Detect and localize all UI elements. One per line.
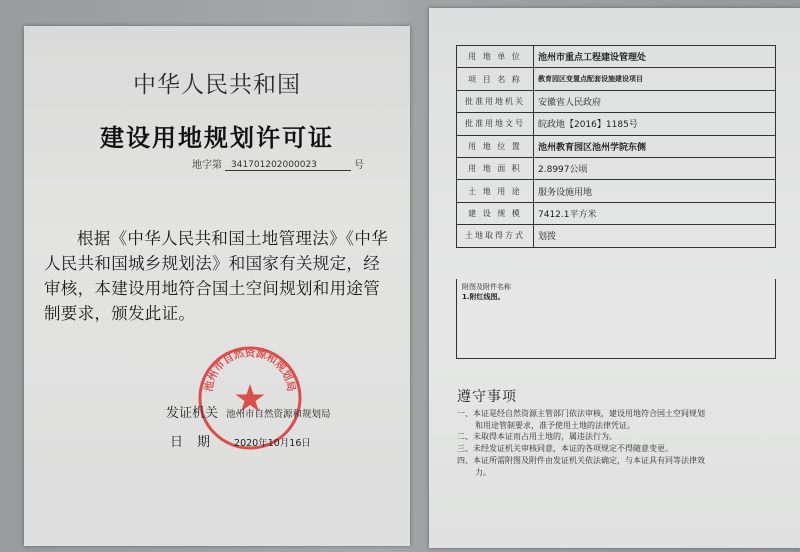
permit-number-line	[192, 156, 364, 171]
row-value: 教育园区变置点配套设施建设项目	[534, 68, 776, 90]
row-value: 服务设施用地	[534, 180, 776, 202]
date-label-2: 期	[197, 435, 211, 450]
country-name: 中华人民共和国	[133, 72, 301, 98]
rules-title: 遵守事项	[457, 389, 517, 405]
row-label: 项 目 名 称	[457, 68, 534, 90]
attachment-item: 1.附红线图。	[462, 293, 505, 301]
rule-line: 二、未取得本证而占用土地的，属违法行为。	[457, 432, 617, 442]
issuer-label: 发证机关	[166, 406, 219, 421]
table-row	[457, 68, 776, 90]
table-row	[457, 90, 776, 112]
row-value: 划拨	[534, 225, 776, 247]
row-value: 2.8997公顷	[534, 157, 776, 179]
rule-line: 三、未经发证机关审核同意，本证的各项规定不得随意变更。	[457, 444, 673, 454]
row-label: 用 地 单 位	[457, 46, 534, 68]
issue-date-value: 2020年10月16日	[234, 438, 311, 449]
table-row	[457, 202, 776, 224]
row-label: 批准用地机关	[457, 90, 534, 112]
row-value: 皖政地【2016】1185号	[534, 113, 776, 135]
rule-line: 和用途管制要求，准予使用土地的法律凭证。	[475, 420, 635, 430]
table-row	[457, 135, 776, 157]
table-row	[457, 46, 776, 68]
row-value: 7412.1平方米	[534, 202, 776, 224]
permit-title: 建设用地规划许可证	[100, 124, 334, 152]
rules-list	[457, 408, 777, 478]
issuer-line	[166, 402, 331, 421]
row-label: 批准用地文号	[457, 113, 534, 135]
table-row	[457, 157, 776, 179]
table-row	[457, 225, 776, 247]
permit-cover-page	[24, 26, 410, 546]
rule-line: 一、本证是经自然资源主管部门依法审核，建设用地符合国土空间规划	[457, 409, 705, 418]
attachments-label: 附图及附件名称	[462, 283, 511, 291]
table-row	[457, 180, 776, 202]
number-prefix: 地字第	[192, 160, 222, 171]
row-value: 池州市重点工程建设管理处	[534, 46, 776, 68]
issuer-value: 池州市自然资源和规划局	[226, 409, 331, 420]
row-label: 用 地 位 置	[457, 135, 534, 157]
issue-date-line	[170, 431, 311, 450]
row-label: 土地取得方式	[457, 225, 534, 247]
row-label: 建 设 规 模	[457, 202, 534, 224]
rule-line: 四、本证所需附图及附件由发证机关依法确定，与本证具有同等法律效	[457, 455, 705, 465]
permit-number: 341701202000023	[225, 160, 351, 171]
row-value: 池州教育园区池州学院东侧	[534, 135, 776, 157]
land-info-table	[456, 45, 776, 248]
permit-body-text: 根据《中华人民共和国土地管理法》《中华人民共和国城乡规划法》和国家有关规定，经审核，本建设用地符合国土空间规划和用途管制要求，颁发此证。	[44, 229, 388, 323]
svg-text:池州市自然资源和规划局: 池州市自然资源和规划局	[202, 346, 298, 393]
date-label-1: 日	[170, 435, 184, 450]
rule-line: 力。	[475, 467, 491, 477]
row-label: 用 地 面 积	[457, 157, 534, 179]
attachments-box	[456, 279, 776, 359]
number-suffix: 号	[354, 160, 364, 171]
row-label: 土 地 用 途	[457, 180, 534, 202]
table-row	[457, 113, 776, 135]
row-value: 安徽省人民政府	[534, 90, 776, 112]
permit-detail-page	[429, 8, 800, 548]
